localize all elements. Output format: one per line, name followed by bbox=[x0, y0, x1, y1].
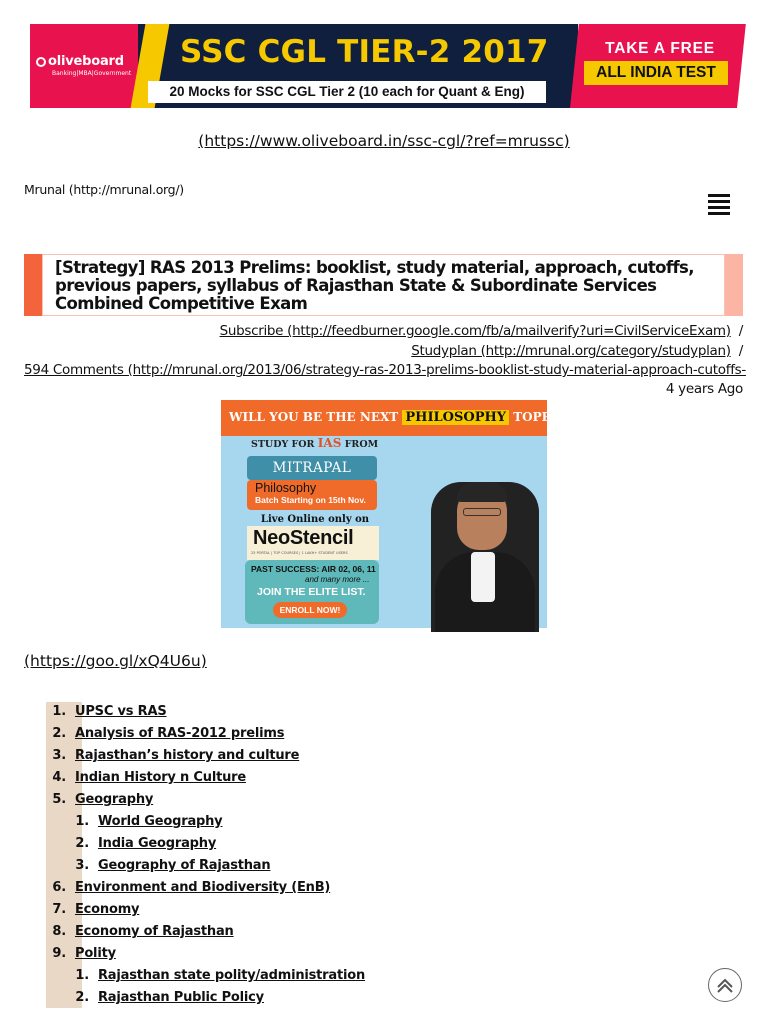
toc-item bbox=[46, 902, 139, 917]
toc-item-link[interactable]: Rajasthan’s history and culture bbox=[75, 748, 300, 763]
ad-top-bar bbox=[221, 400, 577, 436]
teacher-photo bbox=[425, 456, 541, 628]
toc-item-number: 7. bbox=[52, 902, 66, 917]
toc-item-number: 4. bbox=[52, 770, 66, 785]
toc-item-number: 2. bbox=[75, 836, 89, 851]
neostencil-logo-a: Neo bbox=[253, 527, 290, 549]
toc-item-number: 3. bbox=[52, 748, 66, 763]
toc-item-link[interactable]: World Geography bbox=[98, 814, 223, 829]
back-to-top-icon bbox=[715, 975, 735, 995]
philosophy-course-ad[interactable] bbox=[221, 400, 577, 628]
toc-item-link[interactable]: Economy bbox=[75, 902, 140, 917]
ad-study-line: STUDY FOR IAS FROM bbox=[251, 436, 379, 450]
ad-success-box bbox=[245, 560, 379, 624]
toc-item-link[interactable]: Rajasthan state polity/administration bbox=[98, 968, 366, 983]
toc-item bbox=[46, 880, 330, 895]
toc-item-number: 5. bbox=[52, 792, 66, 807]
banner-cta-top: TAKE A FREE bbox=[605, 40, 715, 57]
site-home-link[interactable]: Mrunal (http://mrunal.org/) bbox=[24, 182, 184, 197]
toc-item bbox=[69, 858, 270, 873]
toc-item-number: 1. bbox=[75, 968, 89, 983]
banner-url-line bbox=[0, 132, 768, 150]
title-accent-left bbox=[24, 254, 42, 316]
toc-item-link[interactable]: Economy of Rajasthan bbox=[75, 924, 234, 939]
meta-studyplan-line bbox=[411, 343, 743, 359]
hamburger-menu-icon[interactable] bbox=[708, 194, 730, 214]
banner-headline: SSC CGL TIER-2 2017 bbox=[180, 34, 549, 70]
ad-enroll-button[interactable]: ENROLL NOW! bbox=[273, 602, 347, 618]
ad-url-link[interactable]: (https://goo.gl/xQ4U6u) bbox=[24, 652, 207, 670]
title-accent-right bbox=[725, 254, 743, 316]
ad-past-success: PAST SUCCESS: AIR 02, 06, 11 bbox=[251, 564, 376, 574]
ad-join: JOIN THE ELITE LIST. bbox=[257, 586, 366, 598]
meta-separator: / bbox=[738, 343, 743, 359]
ad-question: WILL YOU BE THE NEXT PHILOSOPHY TOPPER? bbox=[229, 410, 577, 425]
ad-teacher-name: MITRAPAL bbox=[247, 456, 377, 480]
logo-tagline: Banking|MBA|Government bbox=[52, 70, 132, 77]
banner-url-link[interactable]: (https://www.oliveboard.in/ssc-cgl/?ref=mrussc) bbox=[198, 132, 570, 150]
toc-item-number: 1. bbox=[75, 814, 89, 829]
ad-batch: Batch Starting on 15th Nov. bbox=[255, 495, 366, 505]
comments-link[interactable]: 594 Comments (http://mrunal.org/2013/06/strategy-ras-2013-prelims-booklist-study-material-approach-cutoffs- bbox=[24, 362, 746, 378]
toc-item-link[interactable]: Polity bbox=[75, 946, 116, 961]
subscribe-link[interactable]: Subscribe (http://feedburner.google.com/fb/a/mailverify?uri=CivilServiceExam) bbox=[219, 323, 731, 339]
back-to-top-button[interactable] bbox=[708, 968, 742, 1002]
toc-item bbox=[46, 748, 299, 763]
toc-item-link[interactable]: UPSC vs RAS bbox=[75, 704, 167, 719]
toc-item-number: 2. bbox=[75, 990, 89, 1005]
toc-item bbox=[46, 704, 167, 719]
article-title-box bbox=[24, 254, 743, 316]
page-title: [Strategy] RAS 2013 Prelims: booklist, study material, approach, cutoffs, previous papers, syllabus of Rajasthan State & Subordinate Services Combined Competitive Exam bbox=[55, 258, 694, 313]
title-inner bbox=[42, 254, 725, 316]
ad-live-line: Live Online only on bbox=[260, 514, 370, 525]
toc-item bbox=[69, 968, 365, 983]
toc-item bbox=[69, 990, 264, 1005]
toc-item-number: 1. bbox=[52, 704, 66, 719]
toc-item bbox=[69, 814, 222, 829]
oliveboard-logo bbox=[36, 54, 136, 77]
neostencil-small-text: 25 PORTAL | TOP COURSES | 1 LAKH+ STUDENT USERS bbox=[251, 551, 348, 555]
toc-item bbox=[46, 726, 284, 741]
meta-separator: / bbox=[738, 323, 743, 339]
toc-item-number: 9. bbox=[52, 946, 66, 961]
ad-subject-box bbox=[247, 480, 377, 510]
toc-item-link[interactable]: Analysis of RAS-2012 prelims bbox=[75, 726, 285, 741]
toc-item bbox=[46, 924, 234, 939]
ad-subject: Philosophy bbox=[255, 481, 317, 495]
toc-item-link[interactable]: Geography bbox=[75, 792, 154, 807]
toc-item-number: 6. bbox=[52, 880, 66, 895]
toc-item bbox=[46, 946, 116, 961]
meta-subscribe-line bbox=[220, 323, 743, 339]
banner-cta-button[interactable]: ALL INDIA TEST bbox=[584, 61, 728, 85]
toc-item bbox=[69, 836, 216, 851]
logo-brand-text: oliveboard bbox=[48, 54, 124, 69]
toc-item-link[interactable]: Rajasthan Public Policy bbox=[98, 990, 264, 1005]
meta-comments-line bbox=[24, 362, 746, 378]
neostencil-logo bbox=[247, 526, 379, 560]
logo-circle-icon bbox=[36, 57, 46, 67]
toc-item-number: 3. bbox=[75, 858, 89, 873]
table-of-contents bbox=[46, 702, 746, 1008]
toc-item-link[interactable]: Environment and Biodiversity (EnB) bbox=[75, 880, 331, 895]
toc-item-link[interactable]: Geography of Rajasthan bbox=[98, 858, 271, 873]
studyplan-link[interactable]: Studyplan (http://mrunal.org/category/studyplan) bbox=[411, 343, 731, 359]
post-age: 4 years Ago bbox=[665, 381, 743, 397]
banner-subline: 20 Mocks for SSC CGL Tier 2 (10 each for Quant & Eng) bbox=[148, 81, 546, 103]
ssc-cgl-banner-ad[interactable] bbox=[30, 24, 737, 108]
toc-item-number: 2. bbox=[52, 726, 66, 741]
ad-more: and many more ... bbox=[305, 575, 370, 584]
toc-item bbox=[46, 792, 153, 807]
toc-item-link[interactable]: Indian History n Culture bbox=[75, 770, 246, 785]
toc-item-link[interactable]: India Geography bbox=[98, 836, 217, 851]
toc-item-number: 8. bbox=[52, 924, 66, 939]
neostencil-logo-b: Stencil bbox=[289, 527, 354, 549]
toc-item bbox=[46, 770, 246, 785]
